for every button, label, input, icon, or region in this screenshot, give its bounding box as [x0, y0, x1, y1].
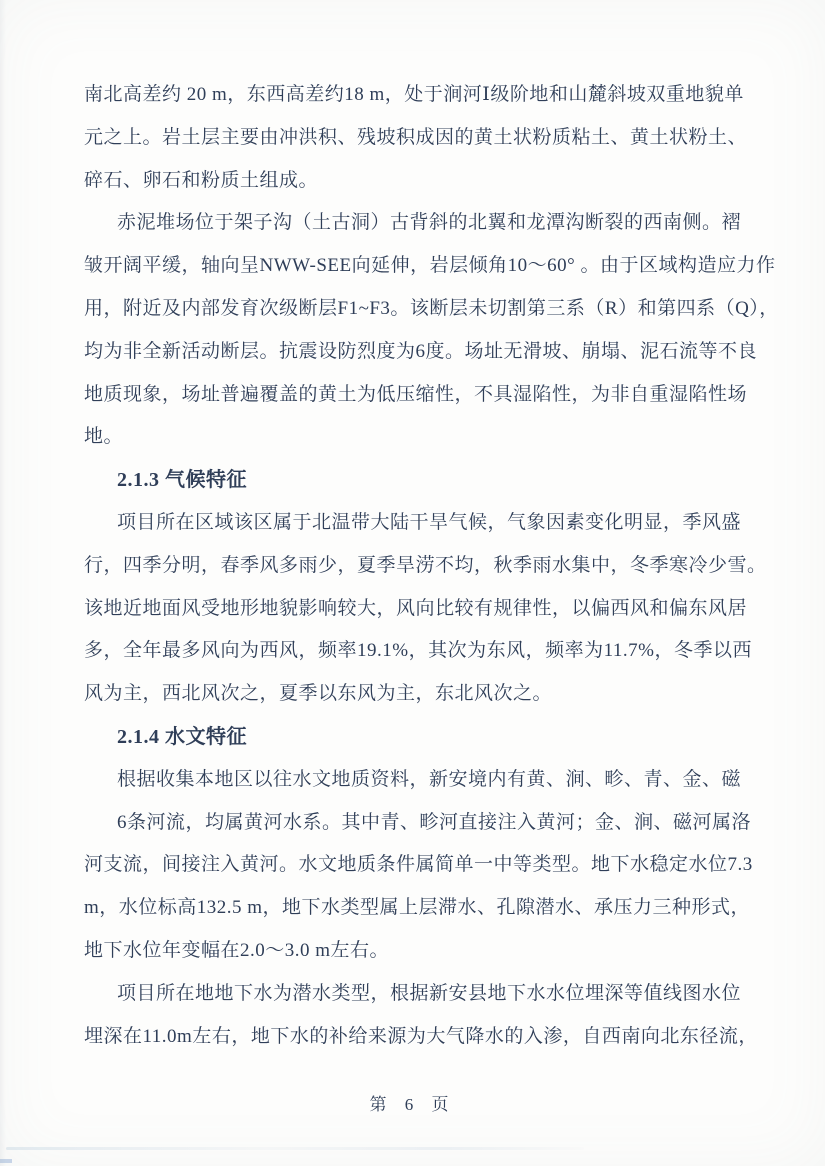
paragraph-line: 埋深在11.0m左右，地下水的补给来源为大气降水的入渗，自西南向北东径流，	[84, 1025, 758, 1047]
paragraph-line: 赤泥堆场位于架子沟（土古洞）古背斜的北翼和龙潭沟断裂的西南侧。褶	[117, 212, 742, 234]
paragraph-line: 皱开阔平缓，轴向呈NWW-SEE向延伸，岩层倾角10～60° 。由于区域构造应力作	[84, 255, 776, 277]
paragraph-line: 南北高差约 20 m，东西高差约18 m，处于涧河Ⅰ级阶地和山麓斜坡双重地貌单	[84, 84, 744, 105]
paragraph-line: 该地近地面风受地形地貌影响较大，风向比较有规律性，以偏西风和偏东风居	[84, 597, 748, 619]
paragraph-line: 地下水位年变幅在2.0～3.0 m左右。	[84, 939, 390, 961]
paragraph-line: 项目所在区域该区属于北温带大陆干旱气候，气象因素变化明显，季风盛	[117, 511, 742, 533]
section-heading: 2.1.4 水文特征	[117, 725, 247, 748]
paragraph-line: 项目所在地地下水为潜水类型，根据新安县地下水水位埋深等值线图水位	[117, 982, 742, 1004]
paragraph-line: 多，全年最多风向为西风，频率19.1%，其次为东风，频率为11.7%，冬季以西	[84, 640, 752, 662]
paragraph-line: 碎石、卵石和粉质土组成。	[84, 169, 319, 191]
paragraph-line: 行，四季分明，春季风多雨少，夏季旱涝不均，秋季雨水集中，冬季寒冷少雪。	[84, 554, 767, 576]
paragraph-line: 根据收集本地区以往水文地质资料，新安境内有黄、涧、畛、青、金、磁	[117, 768, 742, 790]
paragraph-line: 用，附近及内部发育次级断层F1~F3。该断层未切割第三系（R）和第四系（Q），	[84, 297, 779, 319]
paragraph-line: 河支流，间接注入黄河。水文地质条件属简单一中等类型。地下水稳定水位7.3	[84, 854, 753, 876]
paragraph-line: 地质现象，场址普遍覆盖的黄土为低压缩性，不具湿陷性，为非自重湿陷性场	[84, 383, 748, 405]
paragraph-line: 6条河流，均属黄河水系。其中青、畛河直接注入黄河；金、涧、磁河属洛	[117, 811, 752, 833]
paragraph-line: m，水位标高132.5 m，地下水类型属上层滞水、孔隙潜水、承压力三种形式，	[84, 897, 751, 919]
document-content	[84, 74, 779, 1058]
paragraph-line: 均为非全新活动断层。抗震设防烈度为6度。场址无滑坡、崩塌、泥石流等不良	[84, 340, 758, 362]
paragraph-line: 地。	[84, 426, 124, 448]
scan-artifact-edge	[0, 0, 6, 1166]
section-heading: 2.1.3 气候特征	[117, 469, 247, 492]
page-number: 第 6 页	[369, 1095, 456, 1114]
scan-artifact-streak	[6, 1147, 584, 1150]
paragraph-line: 元之上。岩土层主要由冲洪积、残坡积成因的黄土状粉质粘土、黄土状粉土、	[84, 126, 748, 148]
paragraph-line: 风为主，西北风次之，夏季以东风为主，东北风次之。	[84, 683, 553, 705]
